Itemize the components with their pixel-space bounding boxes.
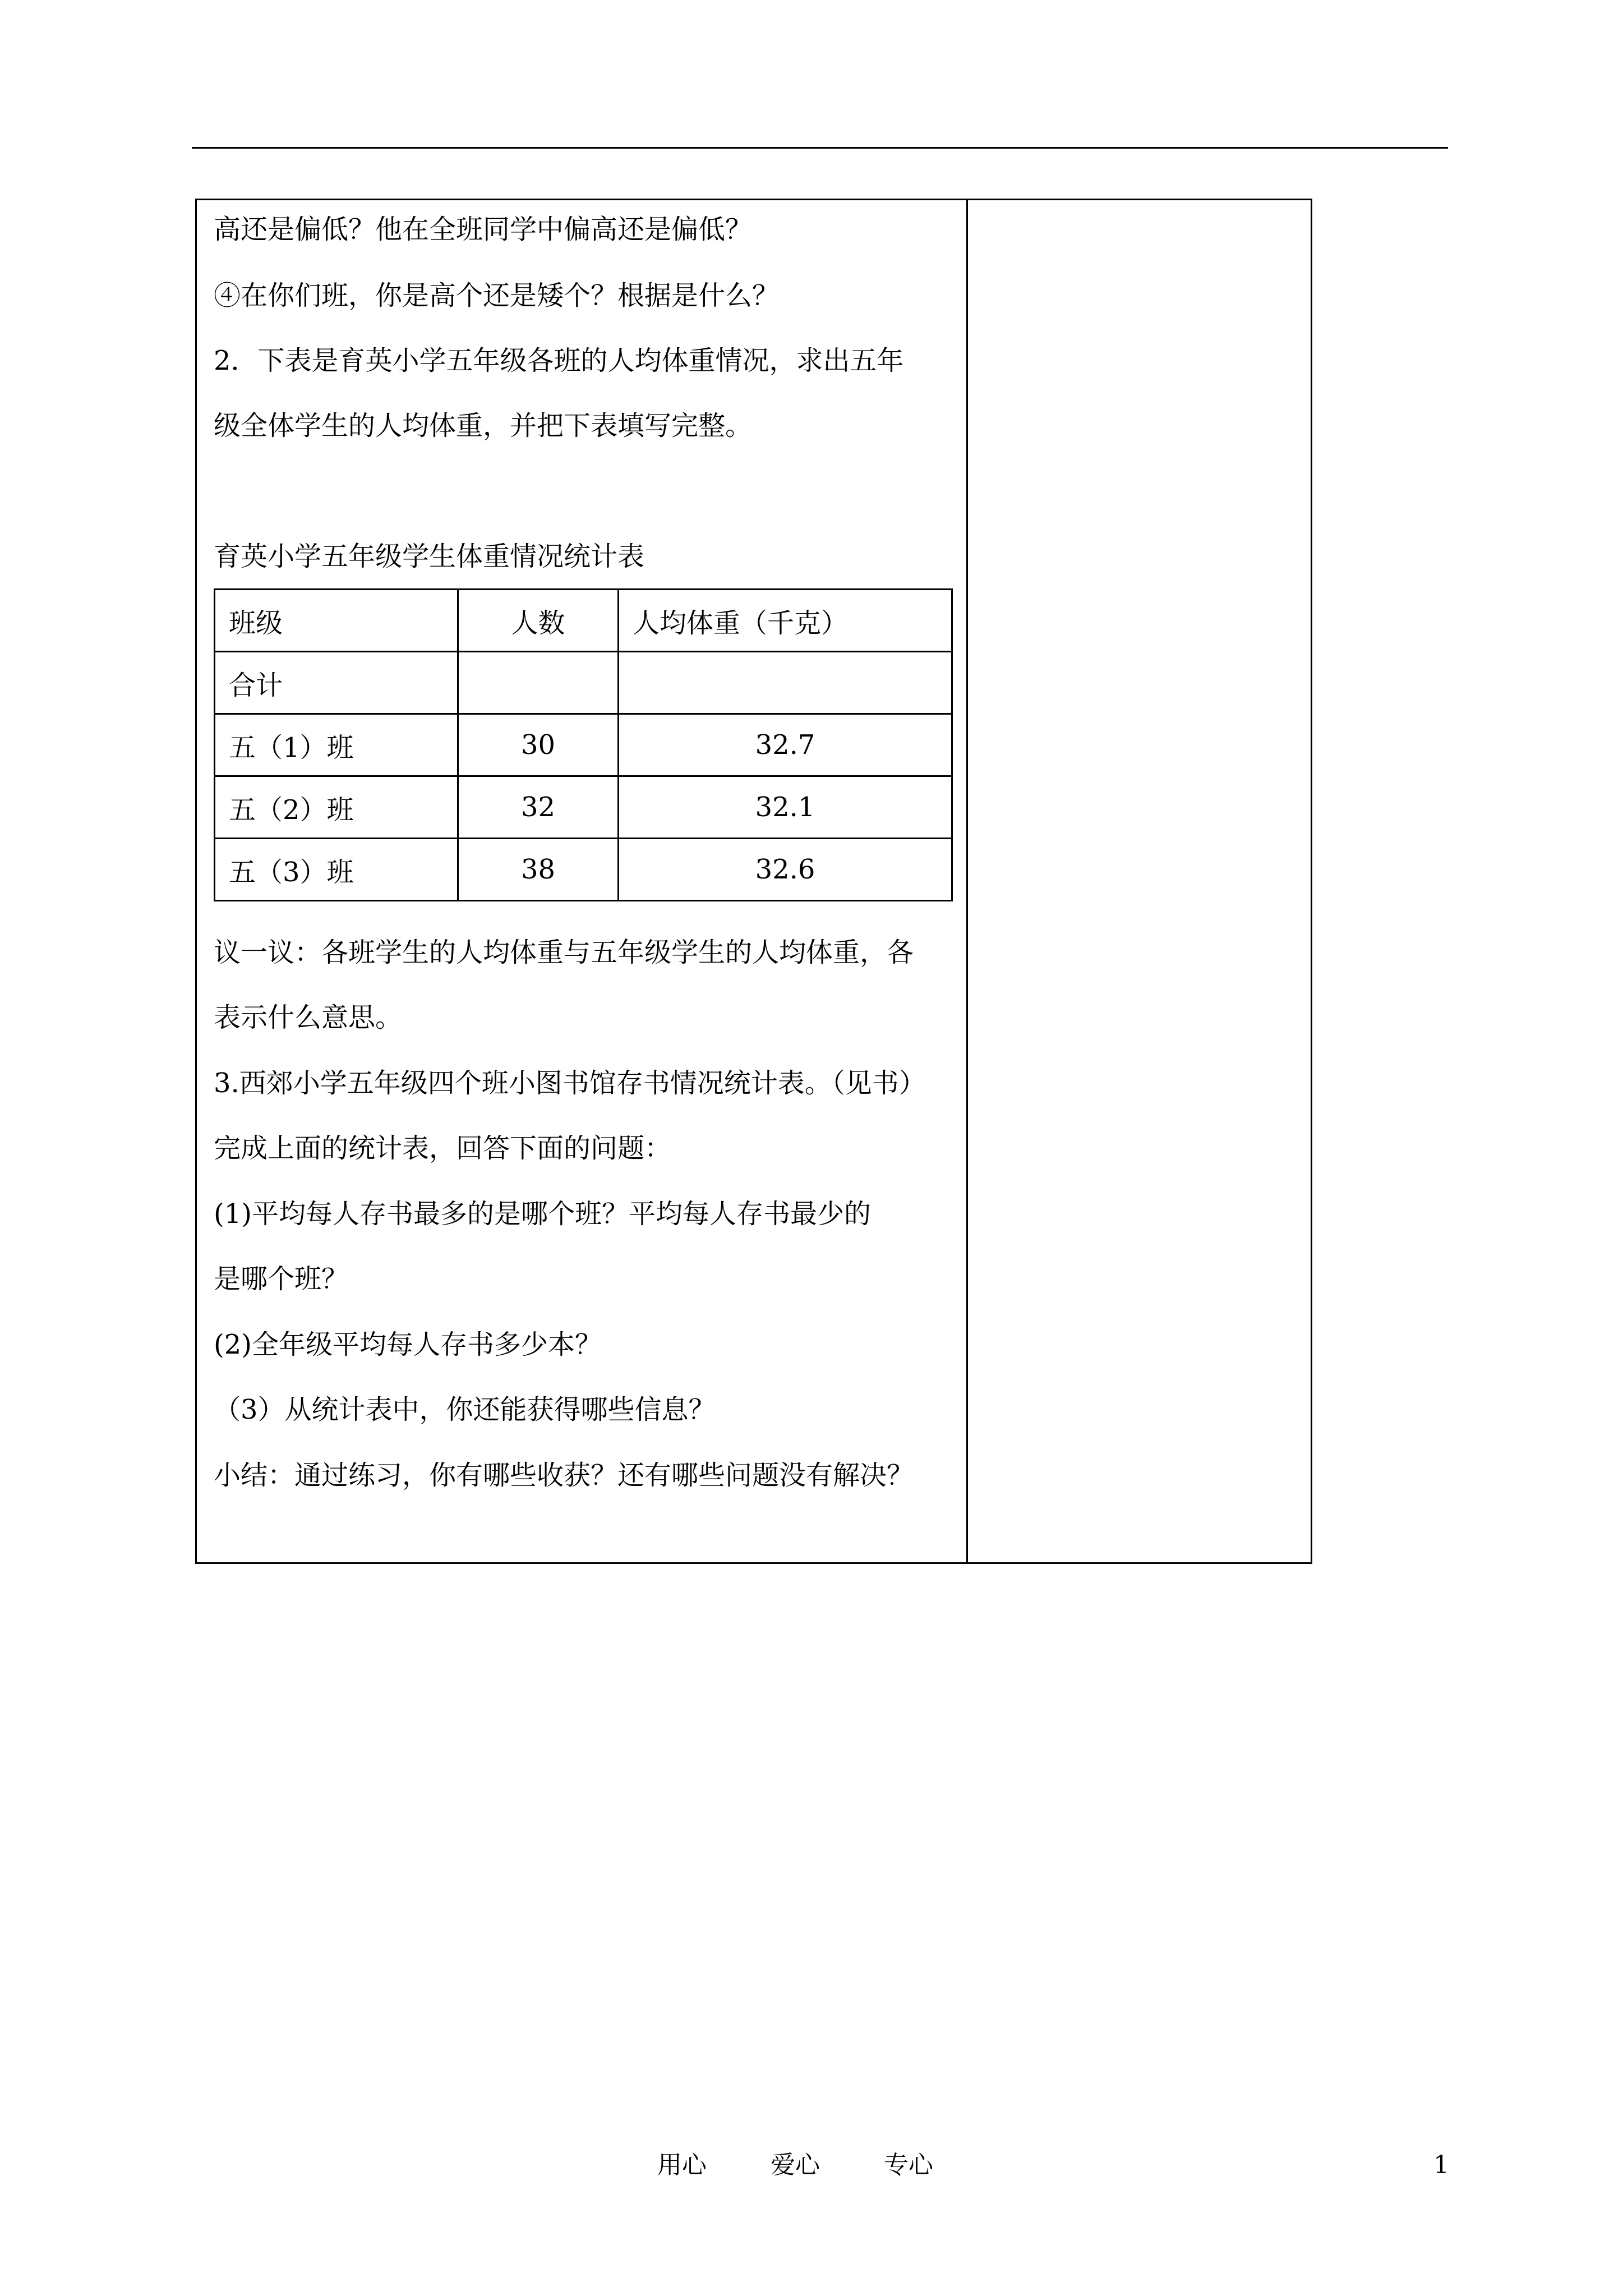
table-row <box>215 652 952 714</box>
text-line: ④在你们班，你是高个还是矮个？根据是什么？ <box>214 280 780 311</box>
text-line: 高还是偏低？他在全班同学中偏高还是偏低？ <box>214 214 753 245</box>
text-line: 是哪个班？ <box>214 1263 349 1295</box>
cell-count: 32 <box>458 776 619 839</box>
table-caption: 育英小学五年级学生体重情况统计表 <box>214 541 645 572</box>
header-avg-weight: 人均体重（千克） <box>619 590 952 652</box>
footer-motto-1: 用心 <box>657 2151 707 2179</box>
discussion-line: 议一议：各班学生的人均体重与五年级学生的人均体重，各 <box>214 937 914 968</box>
cell-avg-weight: 32.7 <box>619 714 952 776</box>
table-header-row <box>215 590 952 652</box>
header-class: 班级 <box>215 590 458 652</box>
column-divider <box>966 200 968 1562</box>
footer-motto-3: 专心 <box>884 2151 933 2179</box>
header-count: 人数 <box>458 590 619 652</box>
table-row <box>215 839 952 901</box>
text-line: 级全体学生的人均体重，并把下表填写完整。 <box>214 410 753 441</box>
table-row <box>215 714 952 776</box>
text-line: 表示什么意思。 <box>214 1002 403 1033</box>
cell-avg-weight <box>619 652 952 714</box>
cell-count: 30 <box>458 714 619 776</box>
weight-stats-table <box>214 588 953 901</box>
header-rule <box>192 147 1448 149</box>
cell-class: 五（3）班 <box>215 839 458 901</box>
summary-line: 小结：通过练习，你有哪些收获？还有哪些问题没有解决？ <box>214 1460 914 1491</box>
cell-avg-weight: 32.1 <box>619 776 952 839</box>
cell-class: 合计 <box>215 652 458 714</box>
sub-question-line: （3）从统计表中，你还能获得哪些信息？ <box>214 1394 716 1425</box>
cell-avg-weight: 32.6 <box>619 839 952 901</box>
question-2-line: 2．下表是育英小学五年级各班的人均体重情况，求出五年 <box>214 345 904 376</box>
cell-class: 五（2）班 <box>215 776 458 839</box>
question-3-line: 3.西郊小学五年级四个班小图书馆存书情况统计表。（见书） <box>214 1068 926 1099</box>
sub-question-line: (1)平均每人存书最多的是哪个班？平均每人存书最少的 <box>214 1198 871 1230</box>
page-number: 1 <box>1433 2151 1449 2179</box>
table-row <box>215 776 952 839</box>
text-line: 完成上面的统计表，回答下面的问题： <box>214 1133 672 1164</box>
sub-question-line: (2)全年级平均每人存书多少本？ <box>214 1329 602 1360</box>
cell-count <box>458 652 619 714</box>
cell-class: 五（1）班 <box>215 714 458 776</box>
lesson-table <box>195 199 1312 1564</box>
footer-motto-2: 爱心 <box>771 2151 820 2179</box>
cell-count: 38 <box>458 839 619 901</box>
